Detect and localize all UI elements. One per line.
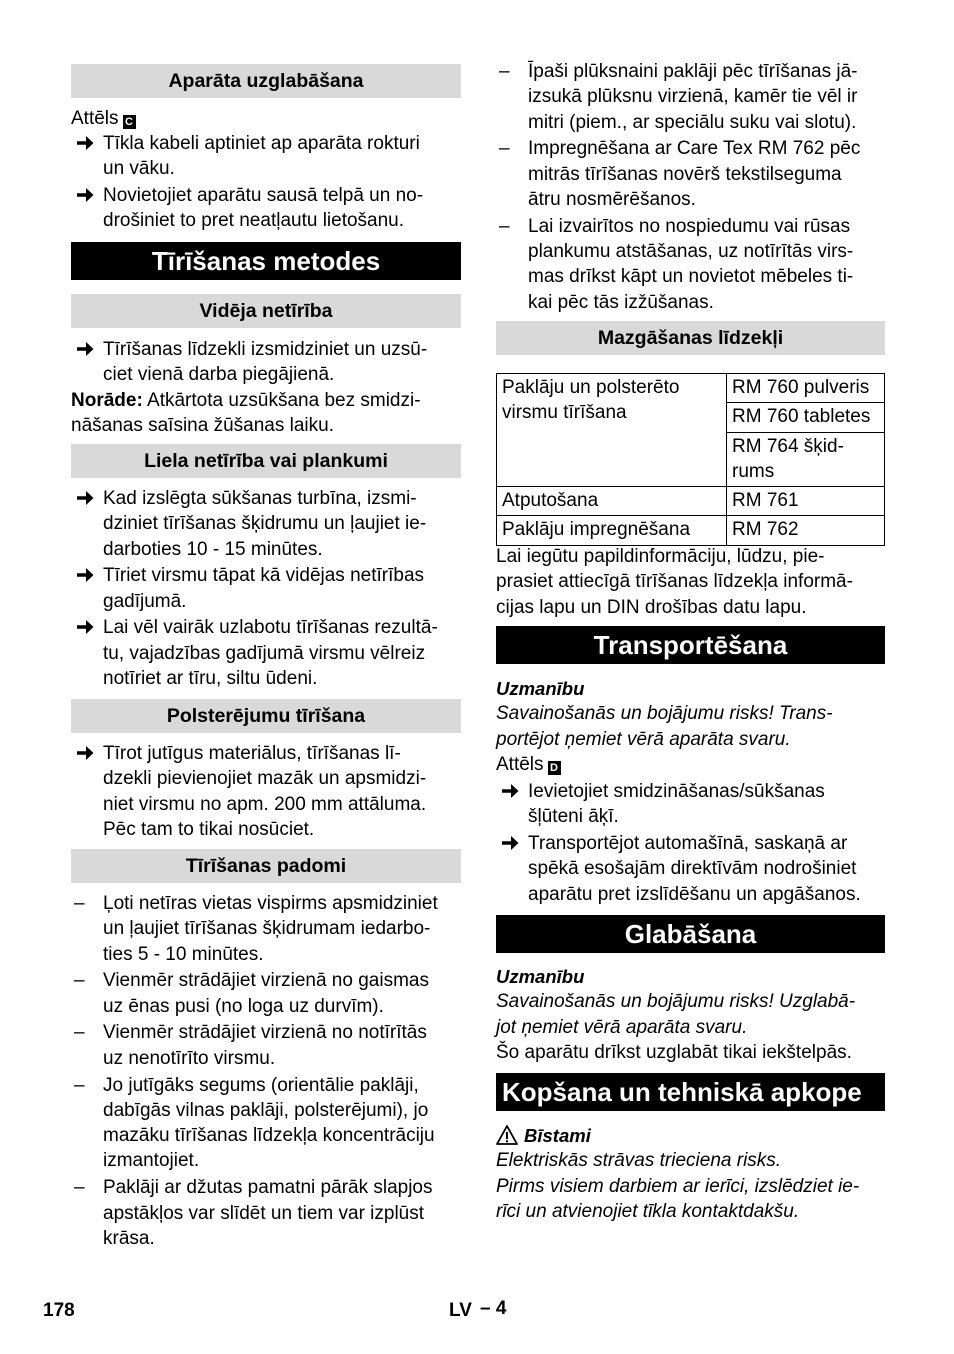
list-item-text: Tīrīšanas līdzekli izsmidziniet un uzsū- xyxy=(103,339,428,360)
list-item-text: un ļaujiet tīrīšanas šķidrumam iedarbo- xyxy=(103,918,431,940)
list-item-text: aparātu pret izslīdēšanu un apgāšanos. xyxy=(528,883,861,905)
table-cell: RM 760 pulveris xyxy=(727,374,885,403)
list-item-text: Paklāji ar džutas pamatni pārāk slapjos xyxy=(103,1177,433,1199)
heading-heavy-dirt: Liela netīrība vai plankumi xyxy=(71,444,461,478)
list-item-text: tu, vajadzības gadījumā virsmu vēlreiz xyxy=(103,642,426,664)
list-item-text: dabīgās vilnas paklāji, polsterējumi), jo xyxy=(103,1099,429,1121)
language-code: LV xyxy=(449,1300,472,1321)
heading-transport: Transportēšana xyxy=(496,626,885,664)
upholstery-steps xyxy=(71,741,461,842)
table-cell: RM 762 xyxy=(727,516,885,545)
storage-steps xyxy=(71,131,461,234)
list-item-text: mas drīkst kāpt un novietot mēbeles ti- xyxy=(528,266,854,288)
list-item xyxy=(71,1073,461,1174)
transport-caution: Uzmanību Savainošanās un bojājumu risks! Trans- portējot ņemiet vērā aparāta svaru. Attēls D xyxy=(496,676,885,777)
list-item-text: Transportējot automašīnā, saskaņā ar xyxy=(528,833,848,855)
list-item-text: uz nenotīrīto virsmu. xyxy=(103,1047,276,1069)
tips-list xyxy=(71,891,461,1251)
list-item-text: ties 5 - 10 minūtes. xyxy=(103,943,264,965)
dash-bullet-icon: – xyxy=(74,1022,85,1044)
list-item-text: darboties 10 - 15 minūtes. xyxy=(103,538,323,560)
danger-label: Bīstami xyxy=(524,1125,591,1146)
list-item-text: plankumu atstāšanas, uz notīrītās virs- xyxy=(528,241,854,263)
arrow-right-icon xyxy=(500,833,520,853)
dash-bullet-icon: – xyxy=(74,1074,85,1096)
list-item-text: uz ēnas pusi (no loga uz durvīm). xyxy=(103,995,384,1017)
arrow-right-icon xyxy=(75,617,95,637)
section-number: – 4 xyxy=(480,1298,507,1319)
dash-bullet-icon: – xyxy=(499,61,510,82)
note-block xyxy=(71,388,461,439)
transport-steps xyxy=(496,779,885,907)
list-item-text: šļūteni āķī. xyxy=(528,806,619,828)
medium-steps xyxy=(71,337,461,388)
list-item-text: Novietojiet aparātu sausā telpā un no- xyxy=(103,185,424,207)
list-item xyxy=(71,131,461,182)
heavy-steps xyxy=(71,486,461,691)
heading-care-maintenance: Kopšana un tehniskā apkope xyxy=(496,1073,885,1111)
list-item-text: Tīkla kabeli aptiniet ap aparāta rokturi xyxy=(103,133,420,154)
list-item-text: izmantojiet. xyxy=(103,1150,200,1172)
list-item-text: Ļoti netīras vietas vispirms apsmidziniet xyxy=(103,893,438,914)
arrow-right-icon xyxy=(75,565,95,585)
list-item xyxy=(496,779,885,830)
figure-d-icon: D xyxy=(548,761,561,775)
arrow-right-icon xyxy=(75,339,95,359)
caution-label: Uzmanību xyxy=(496,966,585,987)
list-item-text: Vienmēr strādājiet virzienā no notīrītās xyxy=(103,1022,427,1044)
heading-cleaning-methods: Tīrīšanas metodes xyxy=(71,242,461,280)
heading-cleaning-agents: Mazgāšanas līdzekļi xyxy=(496,321,885,355)
list-item-text: Impregnēšana ar Care Tex RM 762 pēc xyxy=(528,138,861,160)
list-item xyxy=(496,214,885,315)
table-row xyxy=(497,516,885,545)
list-item-text: Ievietojiet smidzināšanas/sūkšanas xyxy=(528,781,825,802)
list-item-text: drošiniet to pret neatļautu lietošanu. xyxy=(103,210,405,232)
table-cell: RM 764 šķid- rums xyxy=(727,432,885,487)
note-text-1: Atkārtota uzsūkšana bez smidzi- xyxy=(142,390,421,411)
list-item xyxy=(496,136,885,212)
table-cell: Paklāju un polsterēto virsmu tīrīšana xyxy=(497,374,727,487)
list-item-text: niet virsmu no apm. 200 mm attāluma. xyxy=(103,793,427,815)
list-item-text: mitrās tīrīšanas novērš tekstilseguma xyxy=(528,163,842,185)
arrow-right-icon xyxy=(75,743,95,763)
figure-reference-c: Attēls C xyxy=(71,106,461,131)
list-item-text: kai pēc tās izžūšanas. xyxy=(528,291,714,313)
table-cell: Atputošana xyxy=(497,487,727,516)
list-item xyxy=(71,337,461,388)
note-text-2: nāšanas saīsina žūšanas laiku. xyxy=(71,415,334,437)
list-item-text: dzekli pievienojiet mazāk un apsmidzi- xyxy=(103,768,427,790)
heading-cleaning-tips: Tīrīšanas padomi xyxy=(71,849,461,883)
caution-label: Uzmanību xyxy=(496,678,585,699)
list-item-text: Jo jutīgāks segums (orientālie paklāji, xyxy=(103,1074,419,1096)
heading-medium-dirt: Vidēja netīrība xyxy=(71,294,461,328)
list-item-text: gadījumā. xyxy=(103,590,187,612)
dash-bullet-icon: – xyxy=(74,970,85,992)
list-item xyxy=(71,741,461,842)
list-item-text: Vienmēr strādājiet virzienā no gaismas xyxy=(103,970,429,992)
dash-bullet-icon: – xyxy=(499,138,510,160)
list-item-text: Lai vēl vairāk uzlabotu tīrīšanas rezultā- xyxy=(103,617,438,639)
table-row xyxy=(497,487,885,516)
list-item xyxy=(71,891,461,967)
list-item xyxy=(71,183,461,234)
figure-c-icon: C xyxy=(123,115,136,129)
table-row xyxy=(497,374,885,403)
arrow-right-icon xyxy=(75,488,95,508)
tips-continued xyxy=(496,59,885,315)
heading-upholstery: Polsterējumu tīrīšana xyxy=(71,699,461,733)
list-item xyxy=(496,59,885,135)
storage-caution: Uzmanību Savainošanās un bojājumu risks! Uzglabā- jot ņemiet vērā aparāta svaru. Šo aparātu drīkst uzglabāt tikai iekštelpās. xyxy=(496,964,885,1065)
note-label: Norāde: xyxy=(71,390,143,411)
list-item xyxy=(71,563,461,614)
arrow-right-icon xyxy=(75,185,95,205)
page-number: 178 xyxy=(43,1300,75,1321)
list-item-text: Lai izvairītos no nospiedumu vai rūsas xyxy=(528,215,851,237)
list-item-text: Tīrot jutīgus materiālus, tīrīšanas lī- xyxy=(103,743,401,764)
list-item xyxy=(496,831,885,907)
list-item-text: ātru nosmērēšanos. xyxy=(528,188,696,210)
danger-block: Bīstami Elektriskās strāvas trieciena risks. Pirms visiem darbiem ar ierīci, izslēdziet ie- rīci un atvienojiet tīkla kontaktdakšu. xyxy=(496,1125,860,1222)
list-item-text: ciet vienā darba piegājienā. xyxy=(103,364,335,386)
list-item-text: apstākļos var slīdēt un tiem var izplūst xyxy=(103,1202,425,1224)
list-item xyxy=(71,615,461,691)
cleaning-agents-table xyxy=(496,373,885,546)
list-item-text: mitri (piem., ar speciālu suku vai slotu). xyxy=(528,111,857,133)
agents-note: Lai iegūtu papildinformāciju, lūdzu, pie- prasiet attiecīgā tīrīšanas līdzekļa informā- cijas lapu un DIN drošības datu lapu. xyxy=(496,546,853,618)
dash-bullet-icon: – xyxy=(499,215,510,237)
heading-apparatus-storage: Aparāta uzglabāšana xyxy=(71,64,461,98)
dash-bullet-icon: – xyxy=(74,893,85,914)
table-cell: RM 760 tabletes xyxy=(727,403,885,432)
list-item-text: spēkā esošajām direktīvām nodrošiniet xyxy=(528,858,857,880)
list-item xyxy=(71,1020,461,1071)
list-item-text: Kad izslēgta sūkšanas turbīna, izsmi- xyxy=(103,488,417,509)
table-cell: RM 761 xyxy=(727,487,885,516)
arrow-right-icon xyxy=(75,133,95,153)
dash-bullet-icon: – xyxy=(74,1177,85,1199)
list-item xyxy=(71,486,461,562)
list-item xyxy=(71,1175,461,1251)
arrow-right-icon xyxy=(500,781,520,801)
list-item-text: izsukā plūksnu virzienā, kamēr tie vēl ir xyxy=(528,86,858,108)
list-item-text: notīriet ar tīru, siltu ūdeni. xyxy=(103,668,318,690)
list-item-text: mazāku tīrīšanas līdzekļa koncentrāciju xyxy=(103,1125,435,1147)
list-item-text: Pēc tam to tikai nosūciet. xyxy=(103,818,315,840)
list-item-text: un vāku. xyxy=(103,158,175,180)
table-cell: Paklāju impregnēšana xyxy=(497,516,727,545)
heading-storage: Glabāšana xyxy=(496,915,885,953)
list-item-text: dziniet tīrīšanas šķidrumu un ļaujiet ie- xyxy=(103,513,427,535)
list-item-text: Tīriet virsmu tāpat kā vidējas netīrības xyxy=(103,565,425,587)
list-item xyxy=(71,968,461,1019)
list-item-text: Īpaši plūksnaini paklāji pēc tīrīšanas jā- xyxy=(528,61,858,82)
warning-triangle-icon xyxy=(496,1125,518,1145)
list-item-text: krāsa. xyxy=(103,1227,155,1249)
